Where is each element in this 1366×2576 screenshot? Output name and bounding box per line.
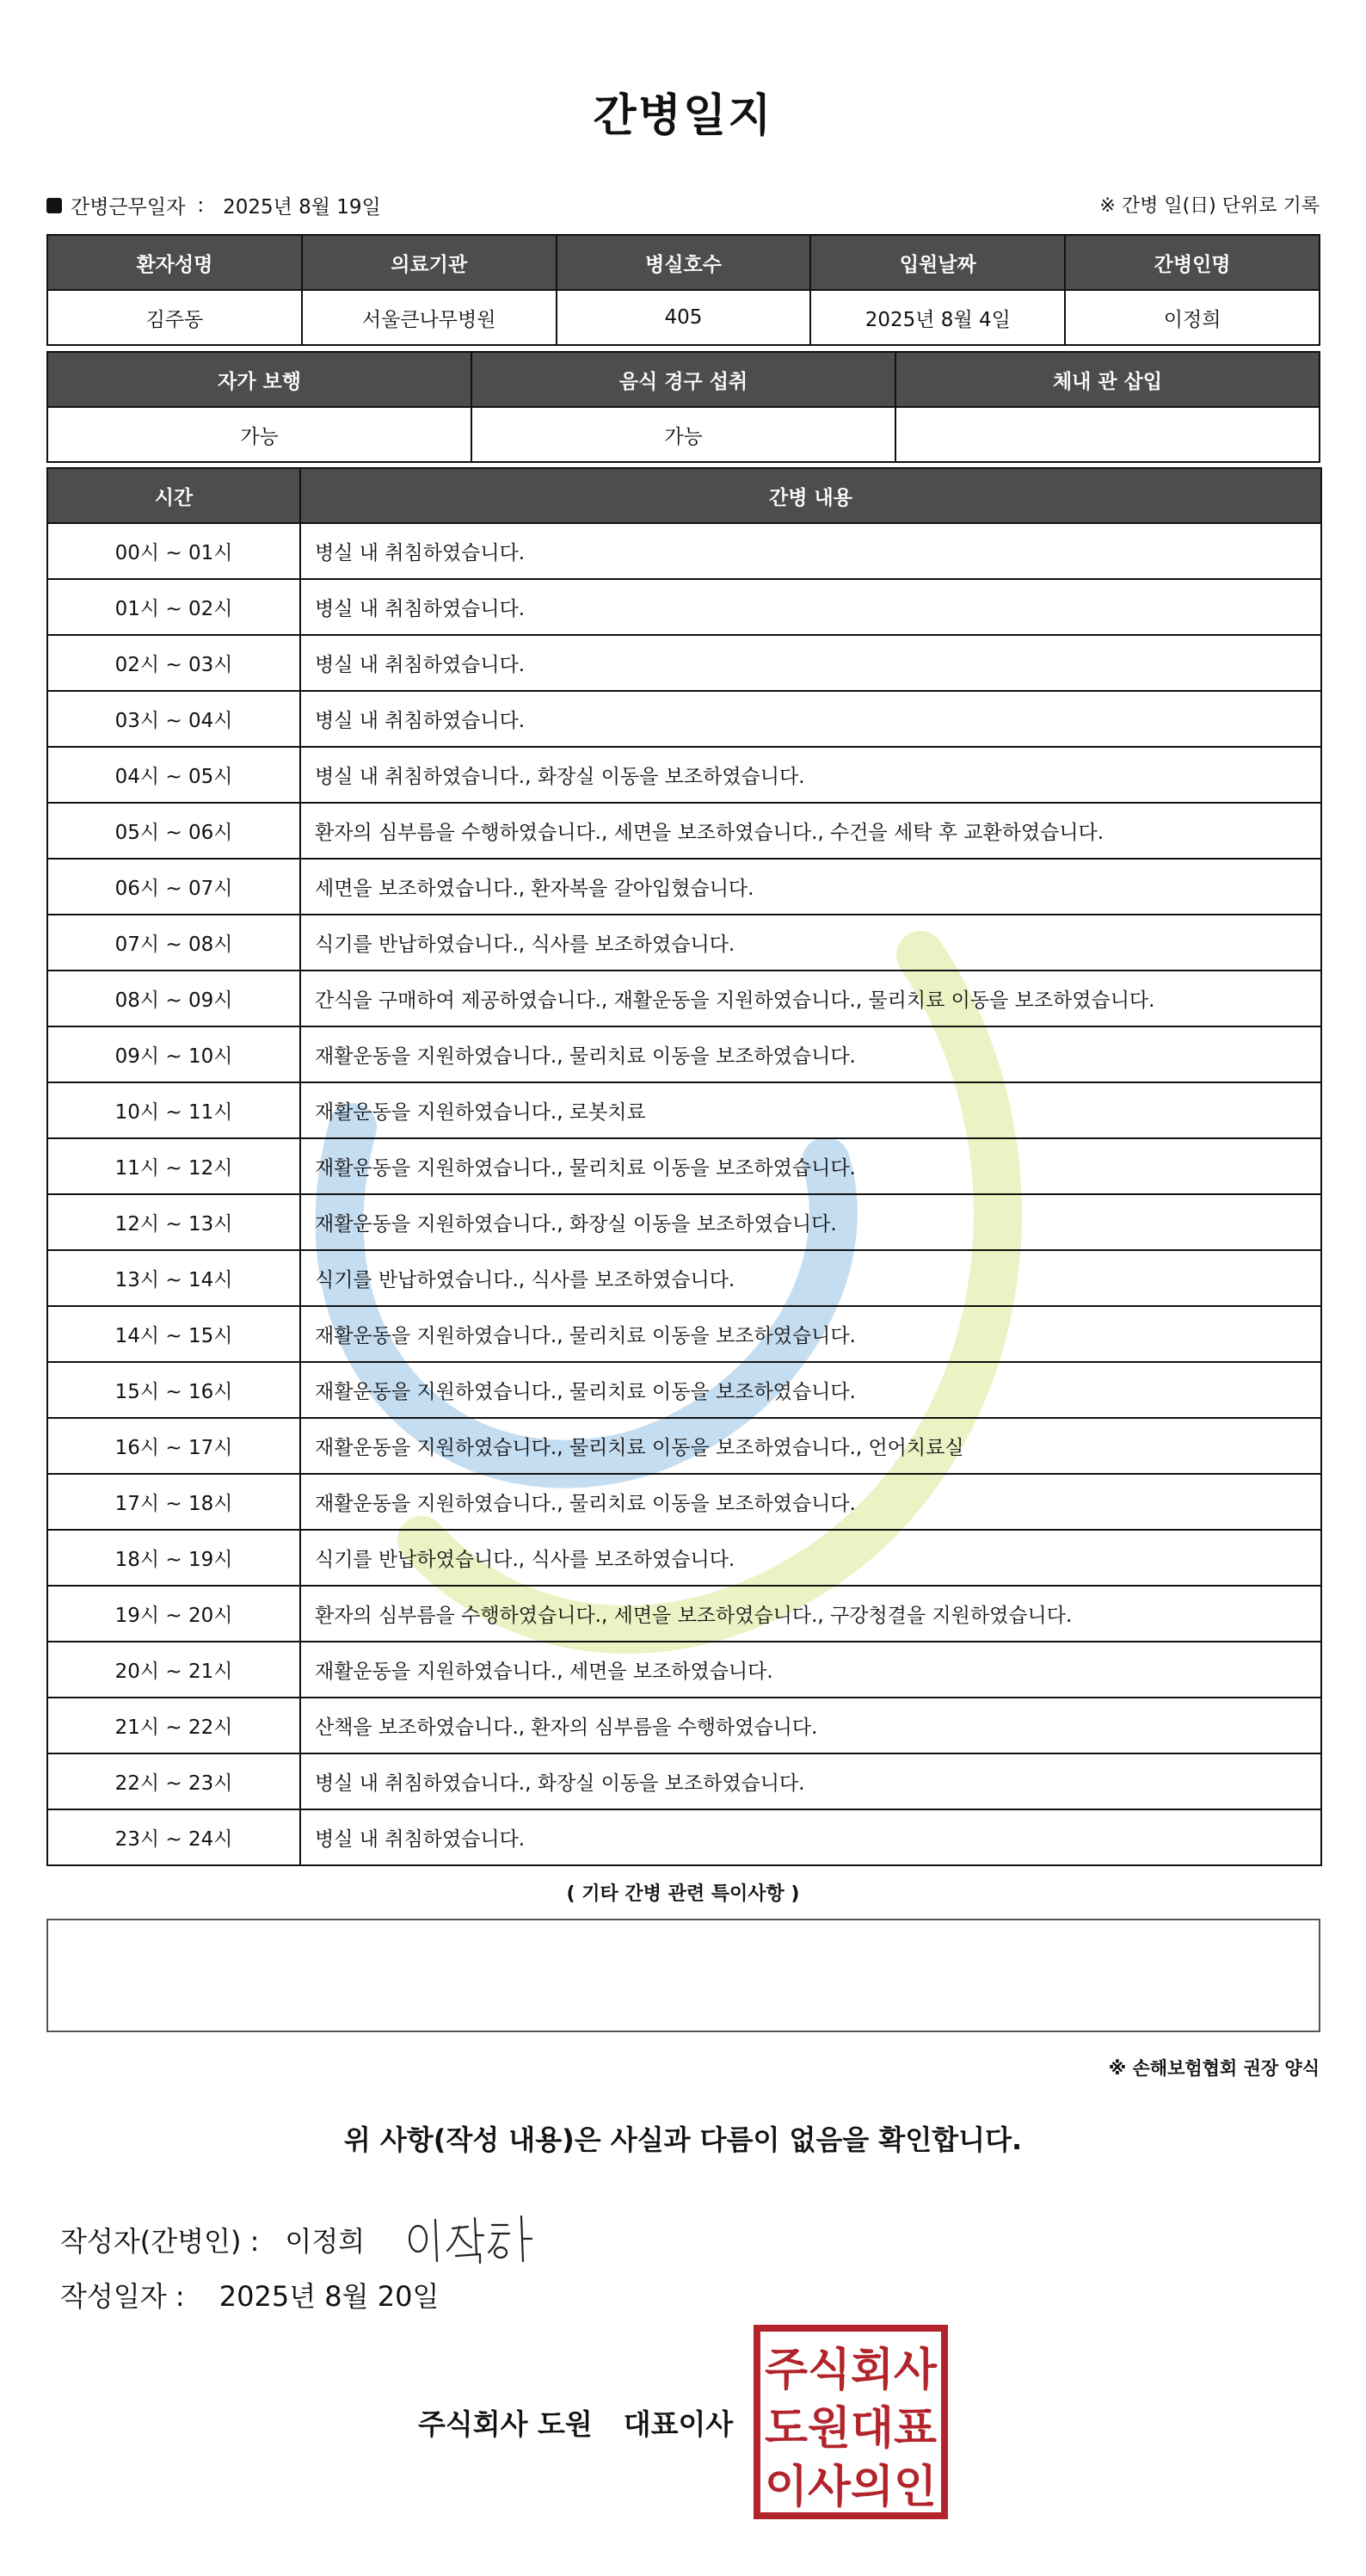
table-row — [47, 1082, 1321, 1138]
time-cell: 18시 ~ 19시 — [47, 1530, 300, 1586]
time-cell: 15시 ~ 16시 — [47, 1362, 300, 1418]
table-row — [47, 691, 1321, 747]
care-content-cell: 병실 내 취침하였습니다. — [300, 579, 1321, 635]
ceo-title: 대표이사 — [623, 2407, 734, 2441]
care-content-cell: 환자의 심부름을 수행하였습니다., 세면을 보조하였습니다., 수건을 세탁 후 교환하였습니다. — [300, 803, 1321, 859]
patient-name: 김주동 — [47, 290, 302, 345]
admission-date: 2025년 8월 4일 — [810, 290, 1065, 345]
care-content-cell: 재활운동을 지원하였습니다., 세면을 보조하였습니다. — [300, 1642, 1321, 1698]
time-cell: 22시 ~ 23시 — [47, 1753, 300, 1809]
header-room-number: 병실호수 — [557, 235, 811, 290]
time-cell: 23시 ~ 24시 — [47, 1809, 300, 1865]
self-walking-value: 가능 — [47, 407, 471, 462]
header-tube-insertion: 체내 관 삽입 — [895, 352, 1320, 407]
header-patient-name: 환자성명 — [47, 235, 302, 290]
bullet-icon — [46, 198, 62, 213]
writer-name: 이정희 — [285, 2225, 366, 2258]
table-row — [47, 1306, 1321, 1362]
company-name: 주식회사 도원 — [418, 2407, 593, 2441]
work-date-label: 간병근무일자 — [71, 196, 186, 219]
table-row — [47, 523, 1321, 579]
table-row — [47, 1250, 1321, 1306]
table-row — [47, 1194, 1321, 1250]
table-row — [47, 803, 1321, 859]
writer-label: 작성자(간병인) : — [60, 2225, 260, 2258]
care-content-cell: 재활운동을 지원하였습니다., 로봇치료 — [300, 1082, 1321, 1138]
table-row — [47, 635, 1321, 691]
care-content-cell: 병실 내 취침하였습니다. — [300, 691, 1321, 747]
table-row — [47, 1753, 1321, 1809]
table-row — [47, 1530, 1321, 1586]
table-row — [47, 1362, 1321, 1418]
table-row — [47, 1418, 1321, 1474]
care-content-cell: 간식을 구매하여 제공하였습니다., 재활운동을 지원하였습니다., 물리치료 이동을 보조하였습니다. — [300, 971, 1321, 1026]
written-date-label: 작성일자 : — [60, 2280, 185, 2313]
form-footnote: ※ 손해보험협회 권장 양식 — [1108, 2058, 1320, 2079]
time-cell: 02시 ~ 03시 — [47, 635, 300, 691]
care-content-cell: 재활운동을 지원하였습니다., 화장실 이동을 보조하였습니다. — [300, 1194, 1321, 1250]
table-row — [47, 971, 1321, 1026]
remarks-title: ( 기타 간병 관련 특이사항 ) — [566, 1883, 800, 1905]
time-cell: 08시 ~ 09시 — [47, 971, 300, 1026]
tube-insertion-value — [895, 407, 1320, 462]
header-self-walking: 자가 보행 — [47, 352, 471, 407]
care-content-cell: 식기를 반납하였습니다., 식사를 보조하였습니다. — [300, 1530, 1321, 1586]
work-date-row — [46, 191, 1320, 220]
table-row — [47, 579, 1321, 635]
written-date-row — [60, 2275, 439, 2314]
care-content-cell: 환자의 심부름을 수행하였습니다., 세면을 보조하였습니다., 구강청결을 지원하였습니다. — [300, 1586, 1321, 1642]
table-row — [47, 1642, 1321, 1698]
table-row — [47, 1026, 1321, 1082]
time-cell: 16시 ~ 17시 — [47, 1418, 300, 1474]
patient-status-table — [46, 351, 1320, 463]
time-cell: 12시 ~ 13시 — [47, 1194, 300, 1250]
care-content-cell: 병실 내 취침하였습니다., 화장실 이동을 보조하였습니다. — [300, 747, 1321, 803]
care-content-cell: 병실 내 취침하였습니다. — [300, 1809, 1321, 1865]
care-content-cell: 재활운동을 지원하였습니다., 물리치료 이동을 보조하였습니다., 언어치료실 — [300, 1418, 1321, 1474]
seal-line-1: 주식회사 — [765, 2345, 938, 2396]
document-title: 간병일지 — [593, 90, 773, 142]
work-date-separator: : — [197, 194, 205, 217]
time-cell: 01시 ~ 02시 — [47, 579, 300, 635]
care-content-cell: 식기를 반납하였습니다., 식사를 보조하였습니다. — [300, 1250, 1321, 1306]
time-cell: 17시 ~ 18시 — [47, 1474, 300, 1530]
oral-intake-value: 가능 — [471, 407, 895, 462]
work-date-value: 2025년 8월 19일 — [223, 196, 381, 219]
time-cell: 11시 ~ 12시 — [47, 1138, 300, 1194]
care-content-cell: 병실 내 취침하였습니다. — [300, 523, 1321, 579]
confirmation-statement: 위 사항(작성 내용)은 사실과 다름이 없음을 확인합니다. — [343, 2123, 1023, 2156]
care-content-cell: 산책을 보조하였습니다., 환자의 심부름을 수행하였습니다. — [300, 1698, 1321, 1753]
care-content-cell: 재활운동을 지원하였습니다., 물리치료 이동을 보조하였습니다. — [300, 1306, 1321, 1362]
time-cell: 06시 ~ 07시 — [47, 859, 300, 915]
header-admission-date: 입원날짜 — [810, 235, 1065, 290]
care-content-cell: 세면을 보조하였습니다., 환자복을 갈아입혔습니다. — [300, 859, 1321, 915]
table-row — [47, 1809, 1321, 1865]
time-cell: 13시 ~ 14시 — [47, 1250, 300, 1306]
time-cell: 19시 ~ 20시 — [47, 1586, 300, 1642]
header-hospital: 의료기관 — [302, 235, 557, 290]
time-cell: 09시 ~ 10시 — [47, 1026, 300, 1082]
care-content-cell: 재활운동을 지원하였습니다., 물리치료 이동을 보조하였습니다. — [300, 1138, 1321, 1194]
time-cell: 07시 ~ 08시 — [47, 915, 300, 971]
table-row — [47, 747, 1321, 803]
time-cell: 21시 ~ 22시 — [47, 1698, 300, 1753]
care-content-cell: 식기를 반납하였습니다., 식사를 보조하였습니다. — [300, 915, 1321, 971]
time-cell: 00시 ~ 01시 — [47, 523, 300, 579]
time-cell: 20시 ~ 21시 — [47, 1642, 300, 1698]
table-row — [47, 1474, 1321, 1530]
table-row — [47, 915, 1321, 971]
care-content-cell: 병실 내 취침하였습니다., 화장실 이동을 보조하였습니다. — [300, 1753, 1321, 1809]
table-row — [47, 859, 1321, 915]
seal-line-2: 도원대표 — [765, 2403, 937, 2455]
company-signature-line — [418, 2402, 733, 2443]
header-time: 시간 — [47, 468, 300, 523]
header-care-content: 간병 내용 — [300, 468, 1321, 523]
care-content-cell: 재활운동을 지원하였습니다., 물리치료 이동을 보조하였습니다. — [300, 1474, 1321, 1530]
handwritten-signature — [403, 2209, 540, 2270]
header-oral-intake: 음식 경구 섭취 — [471, 352, 895, 407]
unit-note: ※ 간병 일(日) 단위로 기록 — [1099, 195, 1320, 217]
care-log-table — [46, 467, 1322, 1866]
hospital-name: 서울큰나무병원 — [302, 290, 557, 345]
care-content-cell: 재활운동을 지원하였습니다., 물리치료 이동을 보조하였습니다. — [300, 1362, 1321, 1418]
time-cell: 04시 ~ 05시 — [47, 747, 300, 803]
caregiver-name: 이정희 — [1065, 290, 1320, 345]
remarks-box — [46, 1919, 1320, 2032]
room-number: 405 — [557, 290, 811, 345]
table-row — [47, 1138, 1321, 1194]
header-caregiver-name: 간병인명 — [1065, 235, 1320, 290]
table-row — [47, 1698, 1321, 1753]
patient-info-table — [46, 234, 1320, 346]
care-content-cell: 재활운동을 지원하였습니다., 물리치료 이동을 보조하였습니다. — [300, 1026, 1321, 1082]
writer-row — [60, 2209, 540, 2270]
table-row — [47, 1586, 1321, 1642]
time-cell: 14시 ~ 15시 — [47, 1306, 300, 1362]
care-content-cell: 병실 내 취침하였습니다. — [300, 635, 1321, 691]
company-seal — [754, 2325, 948, 2519]
time-cell: 03시 ~ 04시 — [47, 691, 300, 747]
written-date-value: 2025년 8월 20일 — [218, 2280, 440, 2313]
time-cell: 10시 ~ 11시 — [47, 1082, 300, 1138]
seal-line-3: 이사의인 — [765, 2462, 937, 2513]
time-cell: 05시 ~ 06시 — [47, 803, 300, 859]
